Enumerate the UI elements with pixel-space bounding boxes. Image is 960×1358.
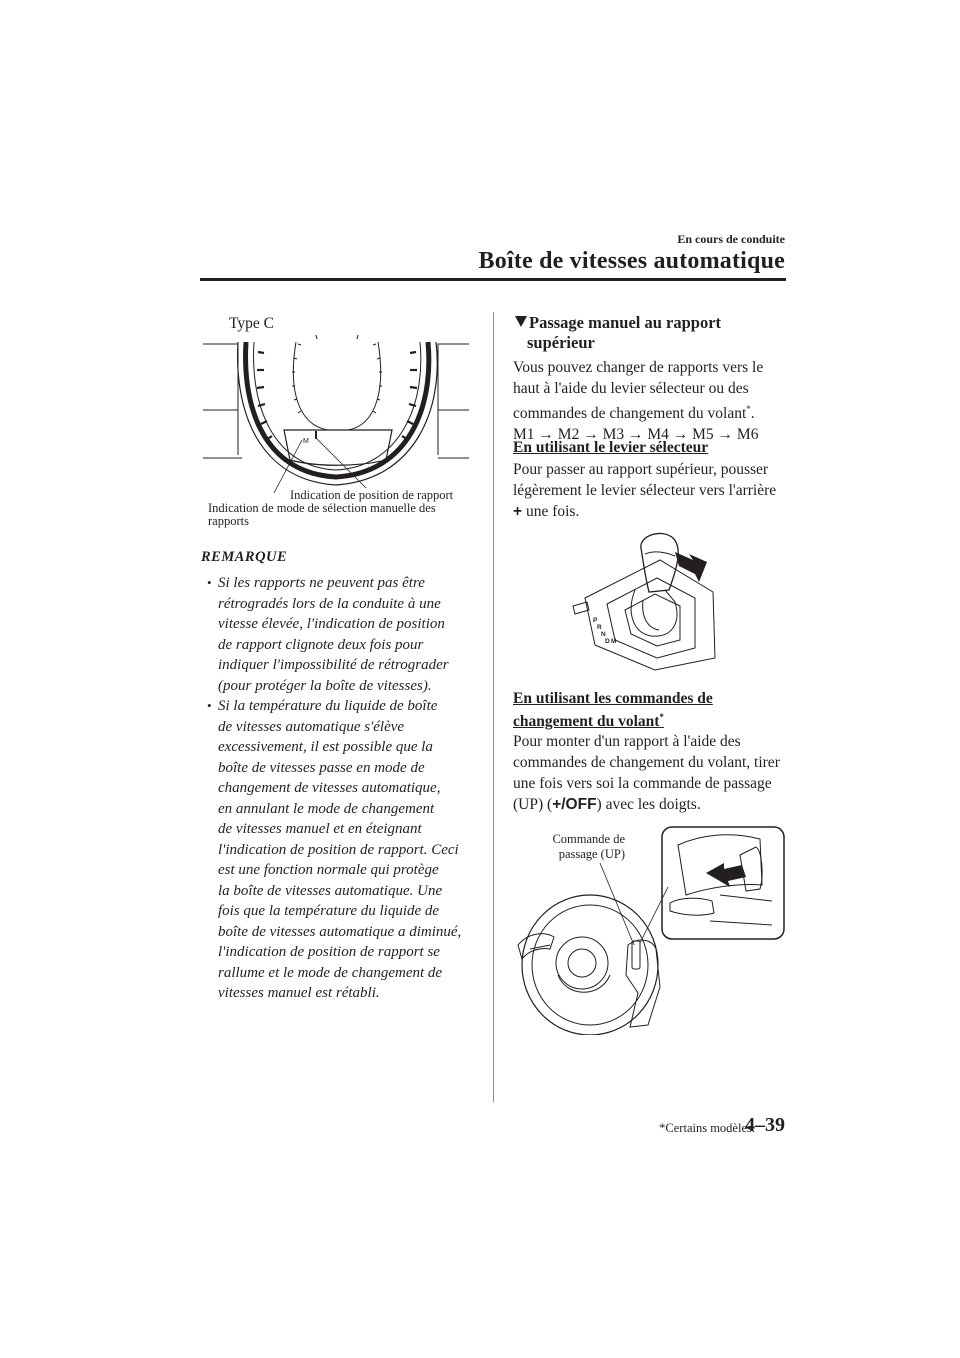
steering-line: Pour monter d'un rapport à l'aide des: [513, 733, 741, 750]
note-line: rallume et le mode de changement de: [218, 964, 443, 981]
note-item-2: [207, 696, 486, 1004]
plus-off-symbol: +/OFF: [552, 796, 597, 813]
subheading-line2: changement du volant: [513, 713, 660, 731]
intro-line: commandes de changement du volant: [513, 405, 747, 423]
gate-letter-r: R: [597, 624, 602, 631]
note-line: de vitesses automatique s'élève: [218, 718, 405, 735]
note-line: boîte de vitesses passe en mode de: [218, 759, 425, 776]
note-line: de vitesses manuel et en éteignant: [218, 821, 422, 837]
note-line: l'indication de position de rapport se: [218, 944, 440, 960]
note-line: est une fonction normale qui protège: [218, 862, 439, 878]
gear-sequence: M1 → M2 → M3 → M4 → M5 → M6: [513, 426, 759, 444]
page-title: Boîte de vitesses automatique: [478, 248, 785, 274]
selector-paragraph: [513, 459, 788, 522]
intro-paragraph: [513, 357, 783, 445]
type-label: Type C: [229, 315, 274, 332]
callout-manual-mode-line2: rapports: [208, 514, 249, 528]
shift-lever-illustration: [565, 530, 725, 672]
steering-line: commandes de changement du volant, tirer: [513, 754, 780, 771]
callout-gear-position: Indication de position de rapport: [290, 488, 454, 502]
callout-up-line2: passage (UP): [558, 847, 625, 861]
instrument-cluster-illustration: [198, 330, 474, 500]
column-divider: [493, 312, 494, 1102]
note-line: rétrogradés lors de la conduite à une: [218, 595, 441, 612]
gate-letter-m: M: [611, 638, 617, 645]
note-heading: REMARQUE: [201, 549, 288, 565]
steering-line: ) avec les doigts.: [596, 796, 701, 813]
note-line: fois que la température du liquide de: [218, 903, 440, 919]
intro-line: haut à l'aide du levier sélecteur ou des: [513, 380, 749, 397]
steering-line: une fois vers soi la commande de passage: [513, 775, 772, 792]
note-line: boîte de vitesses automatique a diminué,: [218, 923, 462, 940]
callout-up-paddle: [545, 832, 625, 862]
selector-line: une fois.: [522, 503, 580, 520]
triangle-marker-icon: [515, 316, 527, 327]
note-line: excessivement, il est possible que la: [218, 739, 433, 755]
section-heading-line1: Passage manuel au rapport: [529, 313, 722, 332]
note-line: l'indication de position de rapport. Ceci: [218, 841, 459, 858]
callout-manual-mode-line1: Indication de mode de sélection manuelle des: [208, 501, 436, 515]
header-rule: [200, 278, 786, 281]
callout-up-line1: Commande de: [552, 832, 625, 846]
section-heading-line2: supérieur: [527, 333, 595, 352]
section-heading: [515, 313, 721, 353]
selector-line: Pour passer au rapport supérieur, pousser: [513, 461, 769, 478]
asterisk-mark: *: [746, 404, 751, 414]
gate-letter-p: P: [593, 617, 598, 624]
subheading-steering-shift: [513, 689, 713, 731]
note-item-1: [207, 573, 486, 696]
plus-icon: +: [513, 503, 523, 520]
running-header-section: En cours de conduite: [677, 232, 785, 246]
gate-letter-d: D: [605, 638, 610, 645]
bullet-2: •: [207, 698, 212, 713]
subheading-line1: En utilisant les commandes de: [513, 690, 713, 707]
bullet-1: •: [207, 575, 212, 590]
note-line: (pour protéger la boîte de vitesses).: [218, 677, 432, 694]
page-number: 4–39: [745, 1114, 785, 1136]
intro-period: .: [750, 405, 755, 423]
subheading-selector-lever: En utilisant le levier sélecteur: [513, 439, 709, 456]
note-line: changement de vitesses automatique,: [218, 780, 441, 796]
gauge-m-letter: M: [303, 438, 309, 445]
gate-letter-n: N: [601, 631, 606, 638]
note-line: de rapport clignote deux fois pour: [218, 636, 424, 653]
note-line: en annulant le mode de changement: [218, 800, 435, 817]
note-line: Si la température du liquide de boîte: [218, 698, 438, 714]
selector-line: légèrement le levier sélecteur vers l'arrière: [513, 482, 777, 499]
note-line: la boîte de vitesses automatique. Une: [218, 882, 443, 899]
note-line: indiquer l'impossibilité de rétrograder: [218, 657, 449, 673]
steering-line: (UP) (: [513, 796, 553, 813]
steering-paragraph: [513, 731, 788, 815]
footer-note: *Certains modèles.: [659, 1121, 755, 1135]
asterisk-mark: *: [659, 712, 664, 722]
note-line: vitesses manuel est rétabli.: [218, 985, 380, 1001]
note-line: Si les rapports ne peuvent pas être: [218, 575, 425, 591]
intro-line: Vous pouvez changer de rapports vers le: [513, 359, 764, 376]
note-line: vitesse élevée, l'indication de position: [218, 616, 445, 632]
